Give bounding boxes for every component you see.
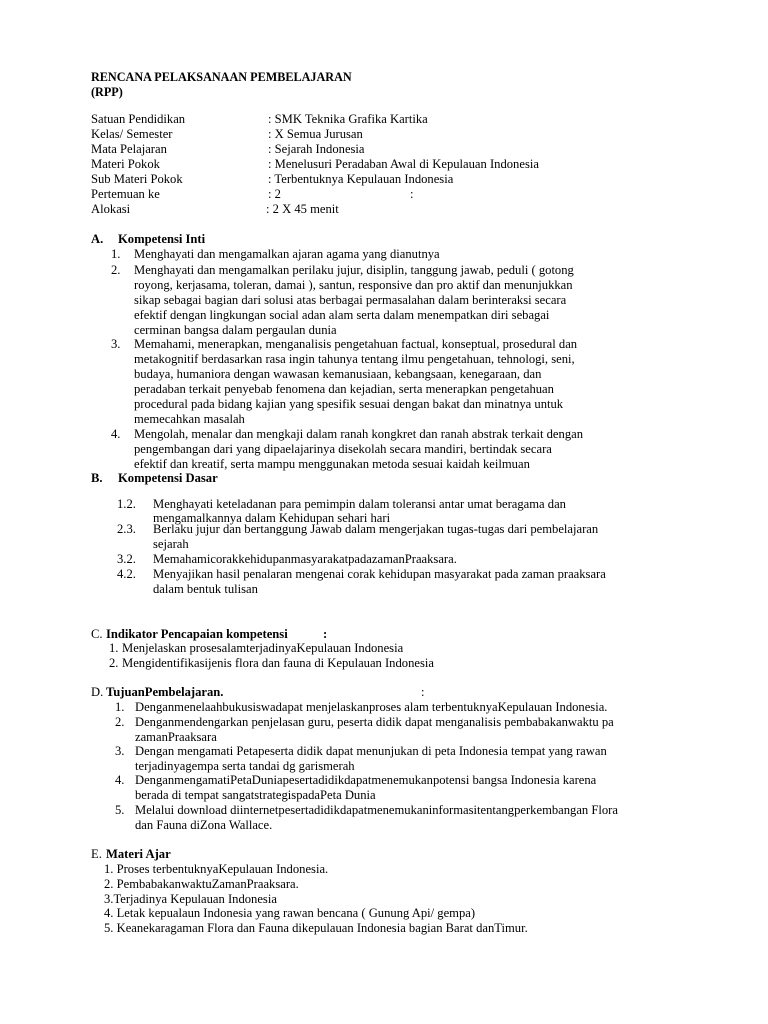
list-number: 3. (111, 337, 121, 351)
list-item-text: mengamalkannya dalam Kehidupan sehari hari (153, 511, 391, 525)
list-number: 3.2. (117, 552, 136, 566)
identity-value: : Terbentuknya Kepulauan Indonesia (268, 172, 454, 186)
list-number: 1. (109, 641, 119, 655)
list-item-text: Menghayati keteladanan para pemimpin dalam toleransi antar umat beragama dan (153, 497, 566, 511)
list-number: 1. (115, 700, 125, 714)
section-letter: B. (91, 471, 103, 485)
identity-value: : Menelusuri Peradaban Awal di Kepulauan Indonesia (268, 157, 539, 171)
list-item-text: zamanPraaksara (135, 730, 217, 744)
document-subtitle: (RPP) (91, 85, 123, 99)
list-number: 4. (111, 427, 121, 441)
identity-label: Mata Pelajaran (91, 142, 167, 156)
section-colon: : (323, 627, 328, 641)
list-item-text: Memahami, menerapkan, menganalisis pengetahuan factual, konseptual, prosedural dan (134, 337, 578, 351)
section-title: Kompetensi Dasar (118, 471, 218, 485)
list-item-text: MemahamicorakkehidupanmasyarakatpadazamanPraaksara. (153, 552, 457, 566)
list-item-text: cerminan bangsa dalam pergaulan dunia (134, 323, 337, 337)
list-item-text: Menghayati dan mengamalkan perilaku jujur, disiplin, tanggung jawab, peduli ( gotong (134, 263, 574, 277)
list-item-text: Melalui download diinternetpesertadidikdapatmenemukaninformasitentangperkembangan Flora (135, 803, 618, 817)
list-number: 3. (115, 744, 125, 758)
identity-value: : 2 X 45 menit (266, 202, 339, 216)
document-title: RENCANA PELAKSANAAN PEMBELAJARAN (91, 70, 352, 84)
list-item-text: terjadinyagempa serta tandai dg garismerah (135, 759, 355, 773)
identity-label: Materi Pokok (91, 157, 160, 171)
list-item-text: 5. Keanekaragaman Flora dan Fauna dikepulauan Indonesia bagian Barat danTimur. (104, 921, 528, 935)
list-item-text: metakognitif berdasarkan rasa ingin tahunya tentang ilmu pengetahuan, tehnologi, seni, (134, 352, 575, 366)
list-item-text: 3.Terjadinya Kepulauan Indonesia (104, 892, 277, 906)
list-item-text: 1. Proses terbentuknyaKepulauan Indonesia. (104, 862, 329, 876)
identity-label: Satuan Pendidikan (91, 112, 186, 126)
list-number: 4.2. (117, 567, 136, 581)
list-item-text: peradaban terkait penyebab fenomena dan kejadian, serta menerapkan pengetahuan (134, 382, 554, 396)
list-number: 4. (115, 773, 125, 787)
list-item-text: Menjelaskan prosesalamterjadinyaKepulauan Indonesia (122, 641, 404, 655)
list-item-text: Berlaku jujur dan bertanggung Jawab dalam mengerjakan tugas-tugas dari pembelajaran (153, 522, 599, 536)
list-number: 1. (111, 247, 121, 261)
list-number: 2.3. (117, 522, 136, 536)
list-number: 2. (109, 656, 119, 670)
list-item-text: 4. Letak kepualaun Indonesia yang rawan bencana ( Gunung Api/ gempa) (104, 906, 476, 920)
list-item-text: Mengidentifikasijenis flora dan fauna di Kepulauan Indonesia (122, 656, 434, 670)
section-title: Materi Ajar (106, 847, 171, 861)
list-item-text: dan Fauna diZona Wallace. (135, 818, 273, 832)
identity-label: Pertemuan ke (91, 187, 160, 201)
list-number: 1.2. (117, 497, 136, 511)
section-title: Indikator Pencapaian kompetensi (106, 627, 288, 641)
section-letter: D. (91, 685, 104, 699)
list-item-text: Denganmendengarkan penjelasan guru, peserta didik dapat menganalisis pembabakanwaktu pa (135, 715, 614, 729)
identity-extra-colon: : (410, 187, 414, 201)
list-number: 2. (111, 263, 121, 277)
identity-value: : SMK Teknika Grafika Kartika (268, 112, 428, 126)
list-number: 2. (115, 715, 125, 729)
list-item-text: 2. PembabakanwaktuZamanPraaksara. (104, 877, 299, 891)
identity-label: Kelas/ Semester (91, 127, 173, 141)
list-item-text: Denganmenelaahbukusiswadapat menjelaskanproses alam terbentuknyaKepulauan Indonesia. (135, 700, 608, 714)
list-item-text: efektif dan kreatif, serta mampu menggunakan metoda sesuai kaidah keilmuan (134, 457, 530, 471)
list-item-text: sikap sebagai bagian dari solusi atas berbagai permasalahan dalam berinteraksi secara (134, 293, 567, 307)
list-item-text: DenganmengamatiPetaDuniapesertadidikdapatmenemukanpotensi bangsa Indonesia karena (135, 773, 597, 787)
section-letter: E. (91, 847, 102, 861)
list-item-text: Menghayati dan mengamalkan ajaran agama yang dianutnya (134, 247, 440, 261)
list-item-text: royong, kerjasama, toleran, damai ), santun, responsive dan pro aktif dan menunjukkan (134, 278, 573, 292)
list-item-text: Mengolah, menalar dan mengkaji dalam ranah kongkret dan ranah abstrak terkait dengan (134, 427, 584, 441)
list-item-text: memecahkan masalah (134, 412, 245, 426)
list-number: 5. (115, 803, 125, 817)
identity-value: : 2 (268, 187, 281, 201)
section-colon: : (421, 685, 425, 699)
list-item-text: sejarah (153, 537, 189, 551)
list-item-text: Menyajikan hasil penalaran mengenai corak kehidupan masyarakat pada zaman praaksara (153, 567, 606, 581)
list-item-text: berada di tempat sangatstrategispadaPeta Dunia (135, 788, 376, 802)
identity-value: : X Semua Jurusan (268, 127, 363, 141)
identity-label: Alokasi (91, 202, 131, 216)
section-letter: C. (91, 627, 103, 641)
identity-value: : Sejarah Indonesia (268, 142, 365, 156)
section-letter: A. (91, 232, 104, 246)
list-item-text: budaya, humaniora dengan wawasan kemanusiaan, kebangsaan, kenegaraan, dan (134, 367, 542, 381)
list-item-text: procedural pada bidang kajian yang spesifik sesuai dengan bakat dan minatnya untuk (134, 397, 564, 411)
section-title: Kompetensi Inti (118, 232, 206, 246)
list-item-text: Dengan mengamati Petapeserta didik dapat menunjukan di peta Indonesia tempat yang rawan (135, 744, 607, 758)
identity-label: Sub Materi Pokok (91, 172, 183, 186)
section-title: TujuanPembelajaran. (106, 685, 224, 699)
list-item-text: dalam bentuk tulisan (153, 582, 258, 596)
list-item-text: pengembangan dari yang dipaelajarinya disekolah secara mandiri, bertindak secara (134, 442, 552, 456)
list-item-text: efektif dengan lingkungan social adan alam serta dalam menempatkan diri sebagai (134, 308, 550, 322)
